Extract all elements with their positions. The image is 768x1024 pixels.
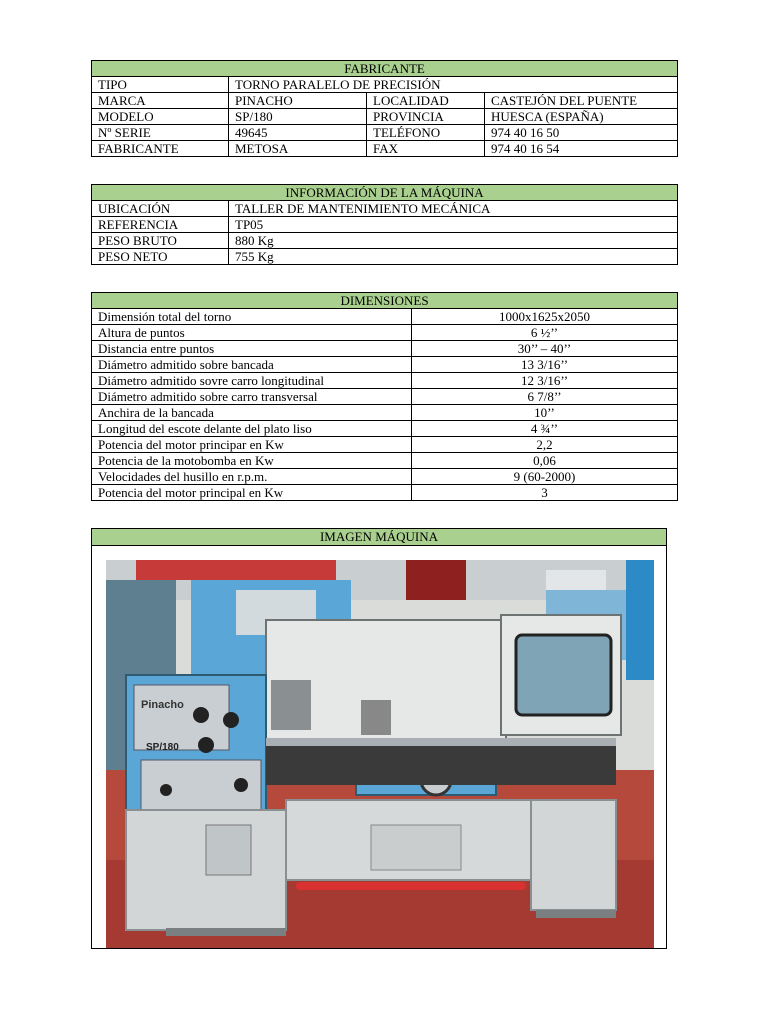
value-peso-bruto: 880 Kg [229,233,678,249]
value-tipo: TORNO PARALELO DE PRECISIÓN [229,77,678,93]
table-row [92,233,678,249]
dimension-label: Diámetro admitido sobre bancada [92,357,412,373]
imagen-maquina-box [91,528,667,949]
value-ubicacion: TALLER DE MANTENIMIENTO MECÁNICA [229,201,678,217]
table-row [92,201,678,217]
dimension-value: 30’’ – 40’’ [412,341,678,357]
table-row [92,341,678,357]
table-row [92,373,678,389]
dimension-value: 3 [412,485,678,501]
informacion-table [91,184,678,265]
table-row [92,405,678,421]
value-referencia: TP05 [229,217,678,233]
value-marca: PINACHO [229,93,367,109]
label-ubicacion: UBICACIÓN [92,201,229,217]
table-row [92,109,678,125]
label-tipo: TIPO [92,77,229,93]
table-row [92,93,678,109]
label-peso-neto: PESO NETO [92,249,229,265]
dimension-value: 10’’ [412,405,678,421]
label-localidad: LOCALIDAD [367,93,485,109]
table-row [92,437,678,453]
dimension-value: 6 7/8’’ [412,389,678,405]
dimension-label: Altura de puntos [92,325,412,341]
table-row [92,77,678,93]
label-telefono: TELÉFONO [367,125,485,141]
label-fax: FAX [367,141,485,157]
dimension-label: Velocidades del husillo en r.p.m. [92,469,412,485]
value-fax: 974 40 16 54 [485,141,678,157]
value-telefono: 974 40 16 50 [485,125,678,141]
dimension-value: 4 ¾’’ [412,421,678,437]
label-serie: Nº SERIE [92,125,229,141]
value-provincia: HUESCA (ESPAÑA) [485,109,678,125]
table-row [92,249,678,265]
label-peso-bruto: PESO BRUTO [92,233,229,249]
table-row [92,141,678,157]
table-row [92,217,678,233]
dimension-label: Dimensión total del torno [92,309,412,325]
dimensiones-header: DIMENSIONES [92,293,678,309]
table-row [92,453,678,469]
dimension-value: 9 (60-2000) [412,469,678,485]
table-row [92,421,678,437]
table-row [92,469,678,485]
table-row [92,325,678,341]
value-peso-neto: 755 Kg [229,249,678,265]
dimension-label: Distancia entre puntos [92,341,412,357]
informacion-header: INFORMACIÓN DE LA MÁQUINA [92,185,678,201]
model-logo: SP/180 [146,742,179,753]
dimension-value: 12 3/16’’ [412,373,678,389]
label-referencia: REFERENCIA [92,217,229,233]
dimension-value: 6 ½’’ [412,325,678,341]
dimension-label: Potencia del motor principar en Kw [92,437,412,453]
value-fabricante: METOSA [229,141,367,157]
label-modelo: MODELO [92,109,229,125]
label-provincia: PROVINCIA [367,109,485,125]
fabricante-table [91,60,678,157]
table-row [92,309,678,325]
dimension-label: Longitud del escote delante del plato liso [92,421,412,437]
table-row [92,125,678,141]
fabricante-header: FABRICANTE [92,61,678,77]
table-row [92,357,678,373]
label-marca: MARCA [92,93,229,109]
table-row [92,389,678,405]
value-serie: 49645 [229,125,367,141]
dimension-label: Potencia de la motobomba en Kw [92,453,412,469]
dimension-value: 0,06 [412,453,678,469]
lathe-machine-photo [106,560,654,948]
value-modelo: SP/180 [229,109,367,125]
dimension-value: 2,2 [412,437,678,453]
value-localidad: CASTEJÓN DEL PUENTE [485,93,678,109]
dimension-label: Anchira de la bancada [92,405,412,421]
brand-logo: Pinacho [141,699,184,711]
dimension-value: 13 3/16’’ [412,357,678,373]
dimension-label: Diámetro admitido sobre carro transversal [92,389,412,405]
dimension-label: Potencia del motor principal en Kw [92,485,412,501]
dimensiones-table [91,292,678,501]
dimension-label: Diámetro admitido sovre carro longitudinal [92,373,412,389]
dimension-value: 1000x1625x2050 [412,309,678,325]
table-row [92,485,678,501]
imagen-header: IMAGEN MÁQUINA [92,529,666,546]
label-fabricante: FABRICANTE [92,141,229,157]
